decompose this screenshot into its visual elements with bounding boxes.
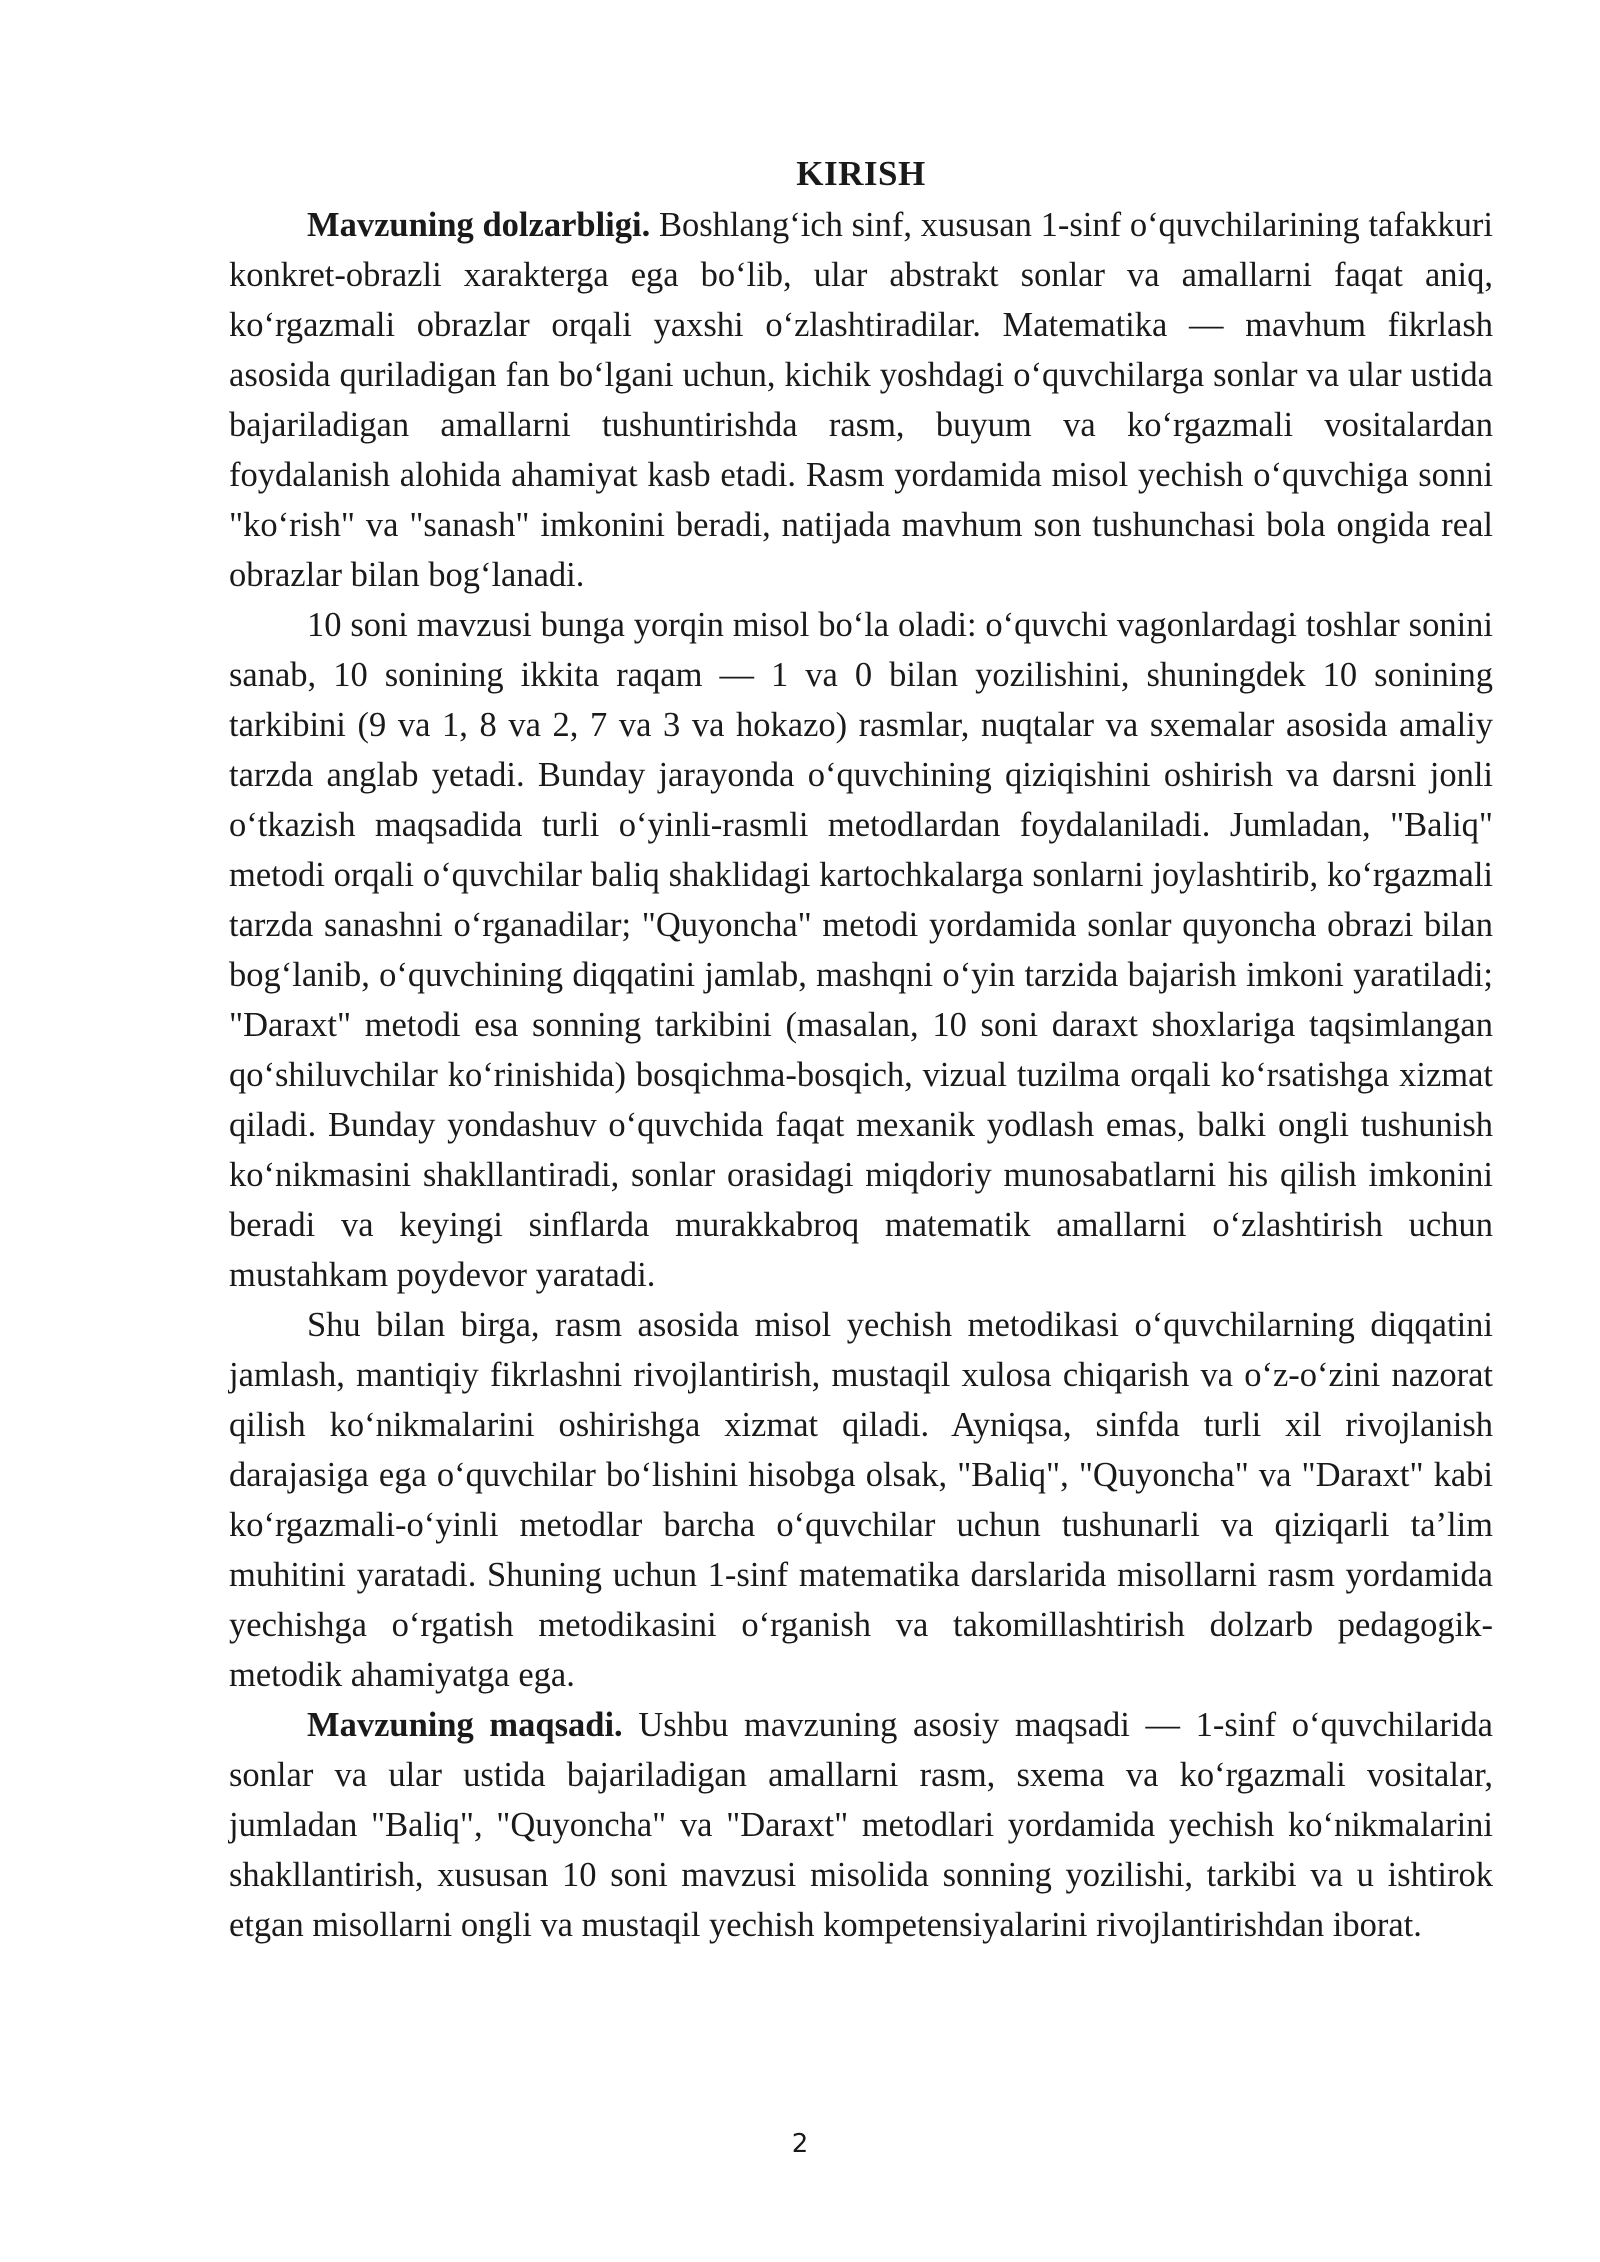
paragraph-lead-goal: Mavzuning maqsadi. <box>307 1706 623 1744</box>
document-page <box>229 148 1493 1950</box>
paragraph-methodology <box>229 1300 1493 1700</box>
paragraph-goal <box>229 1700 1493 1950</box>
paragraph-text-goal: Ushbu mavzuning asosiy maqsadi — 1-sinf o‘quvchilarida sonlar va ular ustida bajariladigan amallarni rasm, sxema va ko‘rgazmali vositalar, jumladan "Baliq", "Quyoncha" va "Daraxt" metodlari yordamida yechish ko‘nikmalarini shakllantirish, xususan 10 soni mavzusi misolida sonning yozilishi, tarkibi va u ishtirok etgan misollarni ongli va mustaqil yechish kompetensiyalarini rivojlantirishdan iborat. <box>229 1706 1493 1944</box>
paragraph-text-relevance: Boshlang‘ich sinf, xususan 1-sinf o‘quvchilarining tafakkuri konkret-obrazli xarakterga ega bo‘lib, ular abstrakt sonlar va amallarni faqat aniq, ko‘rgazmali obrazlar orqali yaxshi o‘zlashtiradilar. Matematika — mavhum fikrlash asosida quriladigan fan bo‘lgani uchun, kichik yoshdagi o‘quvchilarga sonlar va ular ustida bajariladigan amallarni tushuntirishda rasm, buyum va ko‘rgazmali vositalardan foydalanish alohida ahamiyat kasb etadi. Rasm yordamida misol yechish o‘quvchiga sonni "ko‘rish" va "sanash" imkonini beradi, natijada mavhum son tushunchasi bola ongida real obrazlar bilan bog‘lanadi. <box>229 206 1493 594</box>
paragraph-text-methodology: Shu bilan birga, rasm asosida misol yechish metodikasi o‘quvchilarning diqqatini jamlash, mantiqiy fikrlashni rivojlantirish, mustaqil xulosa chiqarish va o‘z-o‘zini nazorat qilish ko‘nikmalarini oshirishga xizmat qiladi. Ayniqsa, sinfda turli xil rivojlanish darajasiga ega o‘quvchilar bo‘lishini hisobga olsak, "Baliq", "Quyoncha" va "Daraxt" kabi ko‘rgazmali-o‘yinli metodlar barcha o‘quvchilar uchun tushunarli va qiziqarli ta’lim muhitini yaratadi. Shuning uchun 1-sinf matematika darslarida misollarni rasm yordamida yechishga o‘rgatish metodikasini o‘rganish va takomillashtirish dolzarb pedagogik-metodik ahamiyatga ega. <box>229 1306 1493 1694</box>
paragraph-text-number-ten: 10 soni mavzusi bunga yorqin misol bo‘la oladi: o‘quvchi vagonlardagi toshlar sonini sanab, 10 sonining ikkita raqam — 1 va 0 bilan yozilishini, shuningdek 10 sonining tarkibini (9 va 1, 8 va 2, 7 va 3 va hokazo) rasmlar, nuqtalar va sxemalar asosida amaliy tarzda anglab yetadi. Bunday jarayonda o‘quvchining qiziqishini oshirish va darsni jonli o‘tkazish maqsadida turli o‘yinli-rasmli metodlardan foydalaniladi. Jumladan, "Baliq" metodi orqali o‘quvchilar baliq shaklidagi kartochkalarga sonlarni joylashtirib, ko‘rgazmali tarzda sanashni o‘rganadilar; "Quyoncha" metodi yordamida sonlar quyoncha obrazi bilan bog‘lanib, o‘quvchining diqqatini jamlab, mashqni o‘yin tarzida bajarish imkoni yaratiladi; "Daraxt" metodi esa sonning tarkibini (masalan, 10 soni daraxt shoxlariga taqsimlangan qo‘shiluvchilar ko‘rinishida) bosqichma-bosqich, vizual tuzilma orqali ko‘rsatishga xizmat qiladi. Bunday yondashuv o‘quvchida faqat mexanik yodlash emas, balki ongli tushunish ko‘nikmasini shakllantiradi, sonlar orasidagi miqdoriy munosabatlarni his qilish imkonini beradi va keyingi sinflarda murakkabroq matematik amallarni o‘zlashtirish uchun mustahkam poydevor yaratadi. <box>229 606 1493 1294</box>
paragraph-relevance <box>229 200 1493 600</box>
page-number: 2 <box>791 2129 809 2159</box>
section-title: KIRISH <box>796 154 926 193</box>
paragraph-lead-relevance: Mavzuning dolzarbligi. <box>307 206 651 244</box>
paragraph-number-ten <box>229 600 1493 1300</box>
